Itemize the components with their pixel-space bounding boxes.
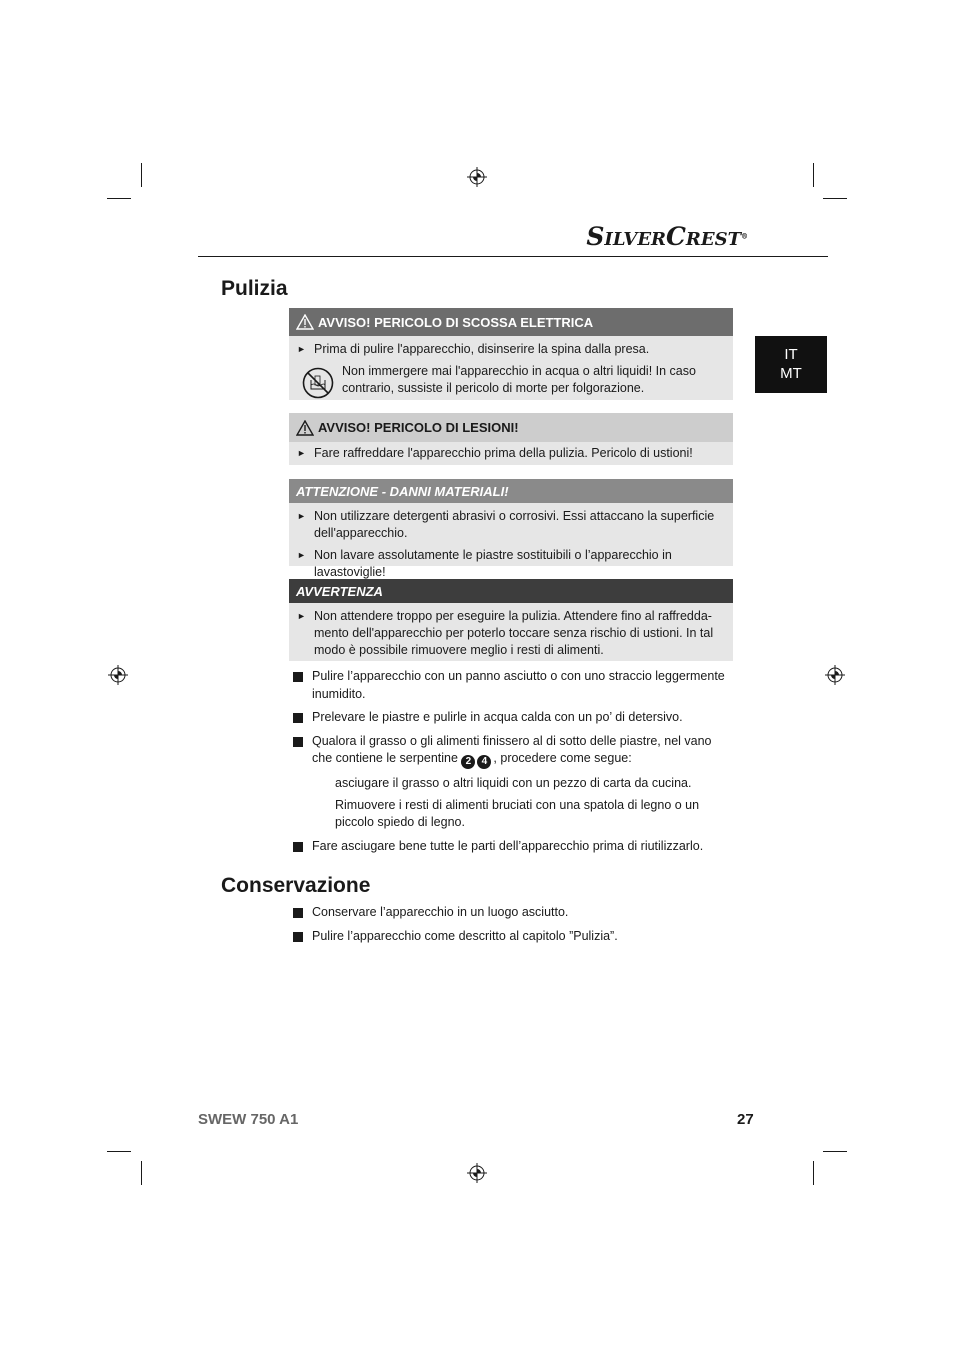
registration-mark-icon [467,167,487,187]
arrow-bullet-icon: ► [297,550,306,560]
page-number: 27 [737,1111,754,1128]
list-item: ► Prima di pulire l'apparecchio, disinserire la spina dalla presa. [297,342,650,356]
brand-logo: SILVERCREST® [586,222,748,251]
no-immersion-icon [302,367,334,399]
square-bullet-icon [293,908,303,918]
warning-header: AVVISO! PERICOLO DI LESIONI! [289,413,733,442]
warning-triangle-icon [296,314,314,330]
arrow-bullet-icon: ► [297,344,306,354]
crop-mark [823,1151,847,1152]
crop-mark [107,1151,131,1152]
arrow-bullet-icon: ► [297,511,306,521]
crop-mark [141,163,142,187]
list-item: Non immergere mai l'apparecchio in acqua o altri liquidi! In caso contrario, sussiste il pericolo di morte per folgorazione. [297,363,725,399]
list-item: ► Fare raffreddare l'apparecchio prima della pulizia. Pericolo di ustioni! [297,446,693,460]
sub-list-item: asciugare il grasso o altri liquidi con un pezzo di carta da cucina. [335,776,692,790]
storage-steps [293,904,733,951]
section-title-conservazione: Conservazione [221,874,371,897]
crop-mark [813,1161,814,1185]
part-reference-badge: 2 [461,755,475,769]
crop-mark [823,198,847,199]
caution-box [289,479,733,579]
list-item: Qualora il grasso o gli alimenti finissero al di sotto delle piastre, nel vano che contiene le serpentine 2 4 , procedere come segue: [293,733,733,770]
language-tab [755,336,827,393]
cleaning-steps [293,668,733,861]
warning-box-injury [289,413,733,465]
arrow-bullet-icon: ► [297,611,306,621]
square-bullet-icon [293,672,303,682]
crop-mark [107,198,131,199]
square-bullet-icon [293,932,303,942]
list-item: Fare asciugare bene tutte le parti dell’apparecchio prima di riutilizzarlo. [293,838,733,856]
language-code: IT [784,346,798,363]
list-item: Pulire l’apparecchio con un panno asciutto o con uno straccio leggermente inumidito. [293,668,733,703]
model-number: SWEW 750 A1 [198,1111,299,1128]
note-box [289,579,733,661]
warning-triangle-icon [296,420,314,436]
square-bullet-icon [293,737,303,747]
list-item: ► Non utilizzare detergenti abrasivi o corrosivi. Essi attaccano la superficie dell'apparecchio. [297,509,715,540]
part-reference-badge: 4 [477,755,491,769]
note-header: AVVERTENZA [289,579,733,603]
registration-mark-icon [467,1163,487,1183]
section-title-pulizia: Pulizia [221,277,288,300]
square-bullet-icon [293,713,303,723]
square-bullet-icon [293,842,303,852]
sub-list-item: Rimuovere i resti di alimenti bruciati con una spatola di legno o un piccolo spiedo di legno. [335,797,700,829]
list-item: Prelevare le piastre e pulirle in acqua calda con un po’ di detersivo. [293,709,733,727]
arrow-bullet-icon: ► [297,448,306,458]
language-code: MT [780,365,802,382]
list-item: ► Non lavare assolutamente le piastre sostituibili o l’apparecchio in lavastoviglie! [297,548,672,579]
registration-mark-icon [825,665,845,685]
list-item: Pulire l’apparecchio come descritto al capitolo ”Pulizia”. [293,928,733,946]
header-rule [198,256,828,257]
list-item: Conservare l’apparecchio in un luogo asciutto. [293,904,733,922]
caution-header: ATTENZIONE - DANNI MATERIALI! [289,479,733,503]
crop-mark [141,1161,142,1185]
crop-mark [813,163,814,187]
list-item: ► Non attendere troppo per eseguire la pulizia. Attendere fino al raffredda-mento dell'apparecchio per poterlo toccare senza rischio di ustioni. In tal modo è possibile rimuovere meglio i resti di alimenti. [297,609,714,657]
warning-header: AVVISO! PERICOLO DI SCOSSA ELETTRICA [289,308,733,336]
registration-mark-icon [108,665,128,685]
warning-box-electric [289,308,733,400]
